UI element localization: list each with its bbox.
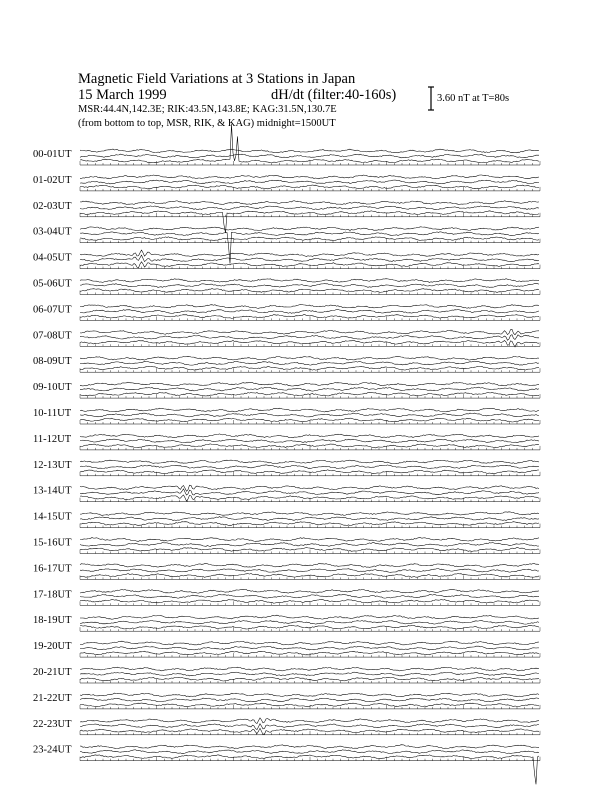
row-label: 08-09UT (33, 356, 72, 368)
row-label: 20-21UT (33, 667, 72, 678)
station-trace (80, 201, 539, 205)
hour-row (33, 718, 540, 735)
station-trace (80, 548, 539, 552)
station-trace (80, 175, 539, 179)
row-label: 07-08UT (33, 330, 72, 342)
station-trace (80, 641, 539, 645)
station-trace (80, 569, 539, 573)
station-trace (80, 309, 539, 313)
station-trace (80, 620, 539, 624)
hour-row (33, 175, 540, 191)
hour-row (33, 227, 540, 264)
station-trace (80, 180, 539, 184)
station-trace (80, 356, 539, 360)
station-trace (80, 460, 539, 464)
station-trace (80, 185, 539, 189)
row-label: 15-16UT (33, 537, 72, 549)
row-label: 14-15UT (33, 511, 72, 523)
hour-row (33, 408, 540, 424)
station-trace (80, 434, 539, 438)
row-label: 12-13UT (33, 459, 72, 471)
row-label: 23-24UT (33, 744, 72, 756)
row-label: 09-10UT (33, 382, 72, 394)
hour-row (33, 356, 540, 372)
station-trace (80, 361, 539, 365)
scale-bar (428, 87, 434, 110)
station-trace (80, 413, 539, 417)
hour-row (33, 201, 540, 233)
station-trace (80, 594, 539, 598)
hour-row (33, 329, 540, 347)
station-trace (80, 667, 539, 671)
row-label: 01-02UT (33, 174, 72, 186)
row-label: 06-07UT (33, 304, 72, 316)
station-trace (80, 154, 539, 158)
station-trace (80, 366, 539, 370)
row-label: 19-20UT (33, 641, 72, 653)
station-trace (80, 289, 539, 293)
hour-row (33, 745, 540, 785)
station-trace (80, 693, 539, 697)
station-trace (80, 329, 539, 334)
station-trace (80, 698, 539, 702)
station-trace (80, 335, 539, 341)
row-label: 22-23UT (33, 718, 72, 730)
station-trace (80, 206, 539, 210)
station-trace (80, 599, 539, 603)
hour-row (33, 641, 540, 657)
station-trace (80, 564, 539, 568)
station-trace (80, 485, 539, 491)
station-trace (80, 750, 539, 754)
station-trace (80, 382, 539, 386)
trace-order-note: (from bottom to top, MSR, RIK, & KAG) midnight=1500UT (78, 118, 336, 129)
station-trace (80, 279, 539, 283)
row-label: 05-06UT (33, 278, 72, 290)
station-trace (80, 232, 539, 264)
station-trace (80, 573, 539, 577)
station-trace (80, 522, 539, 526)
hour-row (33, 279, 540, 295)
station-trace (80, 387, 539, 391)
chart-date: 15 March 1999 (78, 87, 167, 103)
station-coordinates: MSR:44.4N,142.3E; RIK:43.5N,143.8E; KAG:31.5N,130.7E (78, 104, 337, 115)
hour-row (33, 250, 540, 269)
hour-row (33, 460, 540, 476)
hour-row (33, 667, 540, 683)
row-label: 21-22UT (33, 692, 72, 704)
station-trace (80, 512, 539, 516)
row-label: 04-05UT (33, 252, 72, 264)
row-label: 18-19UT (33, 615, 72, 627)
row-label: 11-12UT (33, 433, 72, 445)
row-label: 00-01UT (33, 149, 72, 160)
station-trace (80, 149, 539, 153)
station-trace (80, 589, 539, 593)
station-trace (80, 538, 539, 542)
row-label: 02-03UT (33, 200, 72, 212)
station-trace (80, 470, 539, 474)
station-trace (80, 284, 539, 288)
station-trace (80, 651, 539, 655)
station-trace (80, 615, 539, 619)
station-trace (80, 250, 539, 256)
hour-row (33, 615, 540, 631)
station-trace (80, 718, 539, 724)
scale-label: 3.60 nT at T=80s (437, 93, 510, 104)
hour-row (33, 304, 540, 320)
station-trace (80, 745, 539, 749)
station-trace (80, 724, 539, 730)
hour-row (33, 538, 540, 554)
station-trace (80, 672, 539, 676)
station-trace (80, 418, 539, 422)
station-trace (80, 646, 539, 650)
row-label: 16-17UT (33, 563, 72, 575)
station-trace (80, 227, 539, 231)
station-trace (80, 305, 539, 309)
hour-row (33, 693, 540, 709)
hour-row (33, 512, 540, 528)
row-label: 03-04UT (33, 226, 72, 238)
station-trace (80, 237, 539, 241)
hour-row (33, 124, 540, 165)
station-trace (80, 465, 539, 469)
hour-row (33, 589, 540, 605)
station-trace (80, 439, 539, 442)
station-trace (80, 408, 539, 412)
station-trace (80, 703, 539, 707)
station-trace (80, 211, 539, 233)
chart-quantity: dH/dt (filter:40-160s) (271, 87, 397, 103)
chart-title: Magnetic Field Variations at 3 Stations in Japan (78, 71, 356, 87)
station-trace (80, 517, 539, 521)
row-label: 17-18UT (33, 589, 72, 601)
row-label: 13-14UT (33, 485, 72, 497)
hour-row (33, 382, 540, 398)
station-trace (80, 543, 539, 547)
hour-row (33, 434, 540, 450)
hour-row (33, 485, 540, 502)
station-trace (80, 444, 539, 448)
station-trace (80, 315, 539, 319)
row-label: 10-11UT (33, 408, 72, 419)
station-trace (80, 677, 539, 681)
station-trace (80, 489, 539, 495)
station-trace (80, 392, 539, 396)
station-trace (80, 625, 539, 629)
hour-row (33, 563, 540, 579)
